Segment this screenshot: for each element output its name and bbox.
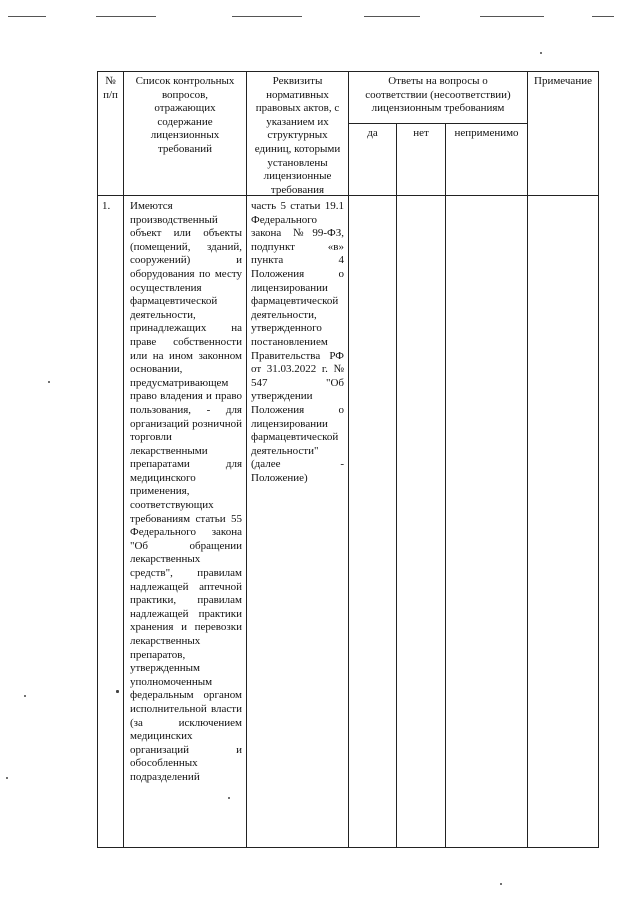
- header-answers: Ответы на вопросы о соответствии (несоответствии) лицензионным требованиям: [365, 75, 511, 115]
- scan-speck: [500, 883, 502, 885]
- row-number: 1.: [102, 200, 111, 212]
- scan-artifact-line: [592, 16, 614, 17]
- row-question-text: Имеются производственный объект или объекты (помещений, зданий, сооружений) и оборудования по месту осуществления фармацевтической деятельности, принадлежащих на праве собственности или на ином законном основании, предусматривающем право владения и право пользования, - для организаций розничной торговли лекарственными препаратами для медицинского применения, соответствующих требованиям статьи 55 Федерального закона "Об обращении лекарственных средств", правилам надлежащей аптечной практики, правилам надлежащей практики хранения и перевозки лекарственных препаратов, утвержденным уполномоченным федеральным органом исполнительной власти (за исключением медицинских организаций и обособленных подразделений: [130, 200, 242, 783]
- table-col-divider: [123, 71, 124, 848]
- scan-artifact-line: [8, 16, 46, 17]
- table-border-left: [97, 71, 98, 848]
- row-note[interactable]: [528, 200, 598, 846]
- scan-speck: [24, 695, 26, 697]
- scan-artifact-line: [96, 16, 156, 17]
- scan-artifact-line: [232, 16, 302, 17]
- header-yes: да: [367, 127, 378, 139]
- scan-speck: [228, 797, 230, 799]
- header-note: Примечание: [534, 75, 592, 87]
- header-questions: Список контрольных вопросов, отражающих содержание лицензионных требований: [135, 75, 235, 155]
- scan-speck: [48, 381, 50, 383]
- header-no: нет: [413, 127, 429, 139]
- table-rule-answers-subheader: [348, 123, 527, 124]
- scan-artifact-line: [364, 16, 420, 17]
- scan-artifact-line: [480, 16, 544, 17]
- header-not-applicable: неприменимо: [454, 127, 519, 139]
- row-answer-no[interactable]: [397, 200, 445, 846]
- row-answer-yes[interactable]: [349, 200, 396, 846]
- scan-speck: [540, 52, 542, 54]
- scan-speck: [116, 690, 119, 693]
- row-answer-not-applicable[interactable]: [446, 200, 527, 846]
- scan-speck: [6, 777, 8, 779]
- table-border-right: [598, 71, 599, 848]
- row-requisite-text: часть 5 статьи 19.1 Федерального закона №99-ФЗ, подпункт «в» пункта 4 Положения о лицензировании фармацевтической деятельности, утвержденного постановлением Правительства РФ от 31.03.2022 г. № 547 "Об утверждении Положения о лицензировании фармацевтической деятельности" (далее - Положение): [251, 200, 344, 484]
- header-number: № п/п: [103, 75, 118, 101]
- header-requisites: Реквизиты нормативных правовых актов, с указанием их структурных единиц, которыми установлены лицензионные требования: [254, 75, 341, 196]
